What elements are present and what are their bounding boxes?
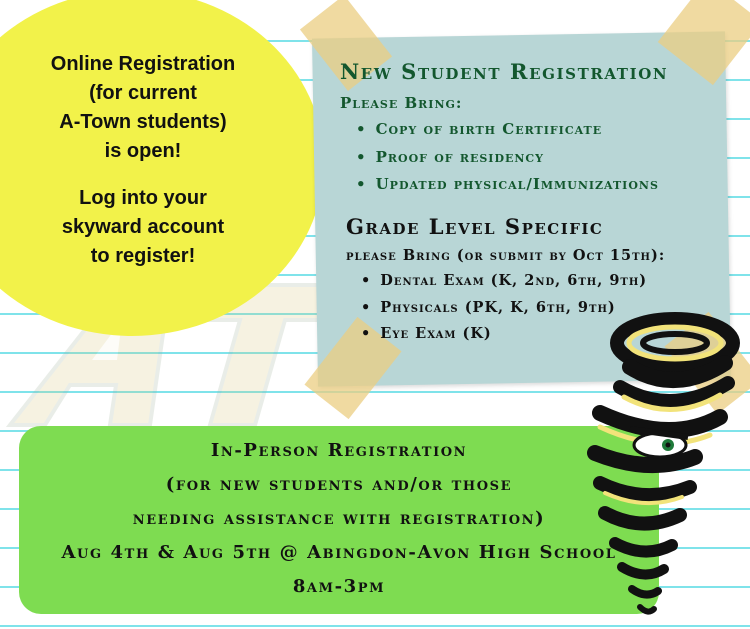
list-item: • Proof of residency [356, 148, 659, 176]
online-line: is open! [104, 140, 182, 162]
in-person-line: needing assistance with registration) [132, 508, 546, 529]
grade-please-bring-label: please Bring (or submit by Oct 15th): [346, 247, 666, 264]
list-item: • Eye Exam (K) [361, 325, 647, 352]
tornado-mascot-icon [560, 305, 750, 620]
in-person-line: In-Person Registration [210, 440, 468, 461]
list-item: • Dental Exam (K, 2nd, 6th, 9th) [361, 272, 647, 299]
in-person-line: (for new students and/or those [165, 474, 513, 495]
online-line: Online Registration [50, 53, 236, 75]
list-item: • Physicals (PK, K, 6th, 9th) [361, 299, 647, 326]
login-line: to register! [90, 245, 196, 267]
login-line: skyward account [61, 216, 225, 238]
in-person-line: 8am-3pm [292, 576, 386, 597]
online-line: (for current [89, 82, 197, 104]
in-person-line: Aug 4th & Aug 5th @ Abingdon-Avon High School [61, 542, 617, 563]
list-item: • Updated physical/Immunizations [356, 175, 659, 203]
please-bring-label: Please Bring: [340, 94, 463, 112]
login-line: Log into your [79, 187, 207, 209]
online-registration-text [18, 50, 268, 271]
grade-level-title: Grade Level Specific [346, 214, 604, 239]
list-item: • Copy of birth Certificate [356, 120, 659, 148]
new-student-title: New Student Registration [340, 59, 669, 84]
new-student-list [356, 120, 659, 203]
online-line: A-Town students) [59, 111, 227, 133]
